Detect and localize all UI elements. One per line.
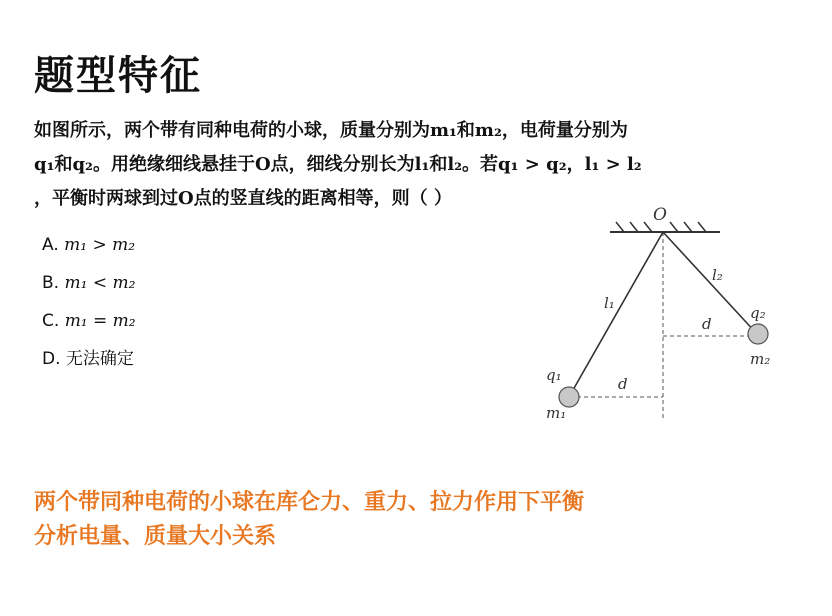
option-letter: A. [42, 235, 59, 255]
page-title: 题型特征 [34, 53, 202, 99]
right-mass-label: m₂ [750, 350, 771, 368]
option-b[interactable] [42, 264, 136, 302]
problem-line-1: 如图所示，两个带有同种电荷的小球，质量分别为m₁和m₂，电荷量分别为 [34, 120, 628, 141]
upper-distance-label: d [702, 315, 712, 333]
option-letter: D. [42, 349, 61, 369]
problem-line-2: q₁和q₂。用绝缘细线悬挂于O点，细线分别长为l₁和l₂。若q₁ > q₂，l₁ > l₂ [34, 154, 642, 175]
option-text: 无法确定 [65, 349, 134, 369]
option-a[interactable] [42, 226, 136, 264]
option-letter: B. [42, 273, 60, 293]
right-string-label: l₂ [712, 266, 723, 284]
option-text: m₁ > m₂ [64, 235, 136, 255]
lower-distance-label: d [618, 375, 628, 393]
right-charge-label: q₂ [750, 304, 766, 322]
option-c[interactable] [42, 302, 136, 340]
summary-line-2: 分析电量、质量大小关系 [34, 524, 277, 549]
left-charge-label: q₁ [546, 366, 562, 384]
summary-note [34, 486, 584, 554]
option-text: m₁ = m₂ [64, 311, 136, 331]
option-text: m₁ < m₂ [64, 273, 136, 293]
problem-line-3: ，平衡时两球到过O点的竖直线的距离相等，则（ ） [34, 188, 452, 209]
right-ball [748, 324, 768, 344]
pendulum-diagram [520, 196, 800, 436]
option-letter: C. [42, 311, 60, 331]
answer-options [42, 226, 136, 378]
left-string-label: l₁ [604, 294, 615, 312]
summary-line-1: 两个带同种电荷的小球在库仑力、重力、拉力作用下平衡 [34, 490, 585, 515]
physics-figure [520, 196, 800, 440]
left-mass-label: m₁ [546, 404, 567, 422]
pivot-label: O [653, 205, 667, 225]
left-string [569, 232, 663, 397]
option-d[interactable] [42, 340, 136, 378]
